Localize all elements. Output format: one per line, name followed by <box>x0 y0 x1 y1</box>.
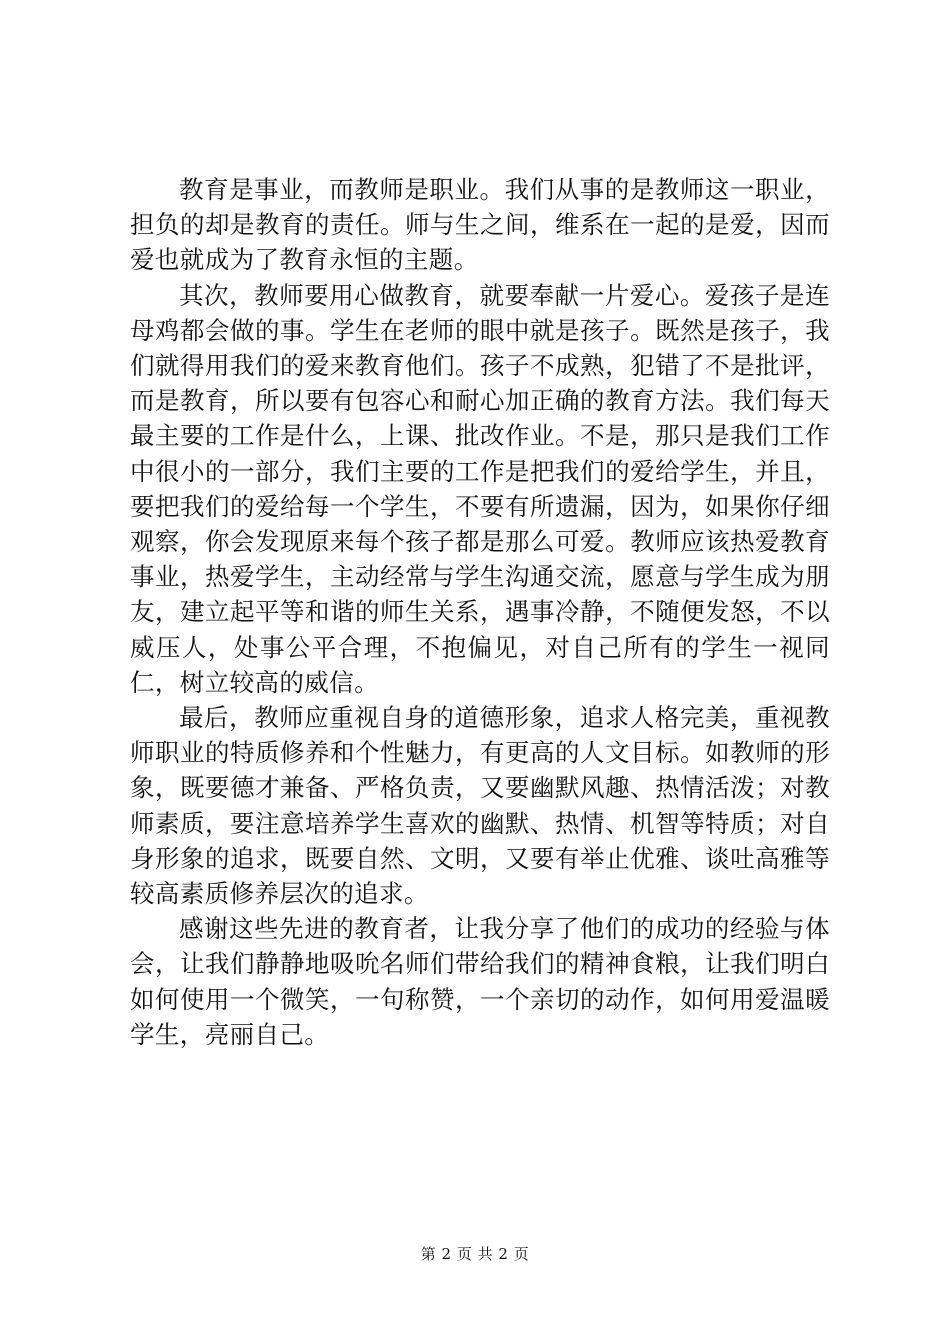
paragraph-1: 教育是事业，而教师是职业。我们从事的是教师这一职业，担负的却是教育的责任。师与生之间，维系在一起的是爱，因而爱也就成为了教育永恒的主题。 <box>130 175 830 275</box>
paragraph-4: 感谢这些先进的教育者，让我分享了他们的成功的经验与体会，让我们静静地吸吮名师们带给我们的精神食粮，让我们明白如何使用一个微笑，一句称赞，一个亲切的动作，如何用爱温暖学生，亮丽自己。 <box>130 914 830 1049</box>
paragraph-2: 其次，教师要用心做教育，就要奉献一片爱心。爱孩子是连母鸡都会做的事。学生在老师的眼中就是孩子。既然是孩子，我们就得用我们的爱来教育他们。孩子不成熟，犯错了不是批评，而是教育，所以要有包容心和耐心加正确的教育方法。我们每天最主要的工作是什么，上课、批改作业。不是，那只是我们工作中很小的一部分，我们主要的工作是把我们的爱给学生，并且，要把我们的爱给每一个学生，不要有所遗漏，因为，如果你仔细观察，你会发现原来每个孩子都是那么可爱。教师应该热爱教育事业，热爱学生，主动经常与学生沟通交流，愿意与学生成为朋友，建立起平等和谐的师生关系，遇事冷静，不随便发怒，不以威压人，处事公平合理，不抱偏见，对自己所有的学生一视同仁，树立较高的威信。 <box>130 280 830 697</box>
page-footer <box>0 1244 950 1264</box>
page-number: 第 2 页 共 2 页 <box>420 1245 530 1263</box>
document-body <box>130 172 830 1052</box>
paragraph-3: 最后，教师应重视自身的道德形象，追求人格完美，重视教师职业的特质修养和个性魅力，有更高的人文目标。如教师的形象，既要德才兼备、严格负责，又要幽默风趣、热情活泼；对教师素质，要注意培养学生喜欢的幽默、热情、机智等特质；对自身形象的追求，既要自然、文明，又要有举止优雅、谈吐高雅等较高素质修养层次的追求。 <box>130 703 830 909</box>
